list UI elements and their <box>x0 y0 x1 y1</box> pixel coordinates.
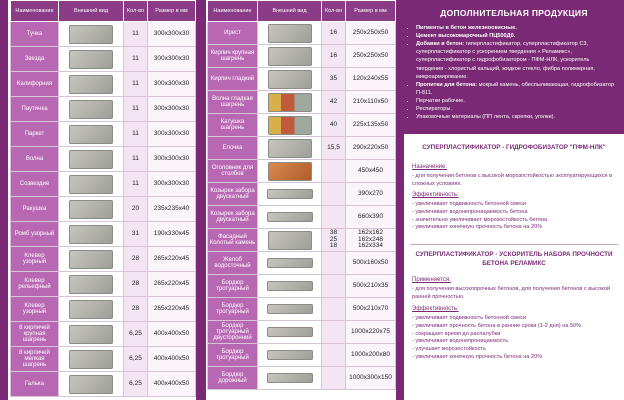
product-qty: 11 <box>124 47 148 72</box>
tile-image <box>69 275 113 294</box>
product-name: Паркет <box>11 122 59 147</box>
pfm-purpose-label: Назначение: <box>412 164 448 170</box>
extra-products-list <box>404 24 624 121</box>
product-picture <box>258 298 322 321</box>
pfm-title: СУПЕРПЛАСТИФИКАТОР - ГИДРОФОБИЗАТОР "ПФМ-НЛК" <box>422 144 606 151</box>
section-divider <box>410 244 618 245</box>
header-view: Внешний вид <box>59 1 124 22</box>
extra-product-item <box>416 81 618 97</box>
extra-product-item <box>416 32 618 40</box>
product-row <box>208 252 396 275</box>
tile-image <box>69 225 113 244</box>
product-picture <box>258 22 322 45</box>
product-name: Паутинка <box>11 97 59 122</box>
item-text: Упаковочные материалы (ПП лента, скрепки, уголки). <box>416 114 556 121</box>
tile-image <box>69 25 113 44</box>
info-line: - увеличивает водонепроницаемость бетона <box>412 208 528 215</box>
product-qty: 11 <box>124 122 148 147</box>
product-row <box>208 206 396 229</box>
tile-image <box>267 212 313 222</box>
product-row <box>208 137 396 160</box>
product-name: Волна гладкая шагрень <box>208 91 258 114</box>
product-row <box>208 298 396 321</box>
product-picture <box>258 321 322 344</box>
product-size: 162x162 162x248 162x334 <box>346 229 396 252</box>
product-size: 300x300x30 <box>148 122 196 147</box>
product-qty: 31 <box>124 222 148 247</box>
product-qty: 15,5 <box>322 137 346 160</box>
header-qty: Кол-во <box>322 1 346 22</box>
item-text: Респираторы. <box>416 106 452 113</box>
product-size: 120x240x55 <box>346 68 396 91</box>
product-qty <box>322 367 346 390</box>
product-name: Кирпич крупная шагрень <box>208 45 258 68</box>
product-size: 300x300x30 <box>148 172 196 197</box>
relamix-apply-text <box>412 286 618 302</box>
info-line: - увеличивает подвижность бетонной смеси <box>412 201 527 207</box>
product-qty: 28 <box>124 297 148 322</box>
product-row <box>11 22 196 47</box>
product-row <box>11 72 196 97</box>
extra-product-item <box>416 105 618 113</box>
relamix-effect-label: Эффективность: <box>412 306 459 312</box>
product-qty: 11 <box>124 97 148 122</box>
product-row <box>11 122 196 147</box>
product-row <box>11 372 196 397</box>
tile-image <box>69 150 113 169</box>
product-qty: 40 <box>322 114 346 137</box>
tile-image <box>267 373 313 383</box>
product-qty <box>322 183 346 206</box>
product-size: 265x220x45 <box>148 247 196 272</box>
product-size: 190x330x45 <box>148 222 196 247</box>
info-line: - увеличивает водонепроницаемость <box>412 338 509 345</box>
product-size: 400x400x50 <box>148 347 196 372</box>
product-name: Козырек забора двускатный <box>208 183 258 206</box>
product-picture <box>59 97 124 122</box>
extra-products-box <box>404 0 624 134</box>
tile-image <box>267 281 313 291</box>
product-qty: 42 <box>322 91 346 114</box>
product-name: Тучка <box>11 22 59 47</box>
product-name: Звезда <box>11 47 59 72</box>
product-name: Козырек забора двускатный <box>208 206 258 229</box>
product-row <box>11 247 196 272</box>
product-picture <box>59 197 124 222</box>
product-row <box>11 322 196 347</box>
item-bold: Пропитки для бетона: <box>416 81 478 88</box>
product-row <box>208 160 396 183</box>
product-row <box>11 147 196 172</box>
product-name: Ирест <box>208 22 258 45</box>
product-qty: 11 <box>124 172 148 197</box>
product-size: 300x300x30 <box>148 47 196 72</box>
product-qty: 16 <box>322 22 346 45</box>
relamix-title: СУПЕРПЛАСТИФИКАТОР - УСКОРИТЕЛЬ НАБОРА ПРОЧНОСТИ БЕТОНА РЕЛАМИКС <box>415 251 613 267</box>
product-picture <box>258 367 322 390</box>
product-row <box>11 297 196 322</box>
tile-image <box>267 350 313 360</box>
info-line: - улучшает морозостойкость <box>412 346 486 353</box>
relamix-effect-list <box>412 315 618 362</box>
product-size: 265x220x45 <box>148 297 196 322</box>
product-qty <box>322 298 346 321</box>
product-size: 450x450 <box>346 160 396 183</box>
info-line: - сокращает время до распалубки <box>412 330 501 337</box>
product-picture <box>258 252 322 275</box>
right-product-table <box>207 0 396 390</box>
product-row <box>208 275 396 298</box>
tile-image <box>69 375 113 394</box>
product-size: 300x300x30 <box>148 97 196 122</box>
tile-image <box>268 162 312 181</box>
product-qty <box>322 206 346 229</box>
product-qty <box>322 275 346 298</box>
tile-image <box>267 189 313 199</box>
left-border <box>0 0 8 400</box>
product-picture <box>59 222 124 247</box>
info-line: - для получения бетонов с высокой морозостойкостью эксплуатирующихся в сложных условиях. <box>412 173 613 187</box>
product-picture <box>258 160 322 183</box>
product-row <box>11 347 196 372</box>
header-name: Наименование <box>208 1 258 22</box>
product-picture <box>258 206 322 229</box>
product-name: Ракушка <box>11 197 59 222</box>
product-picture <box>258 45 322 68</box>
product-row <box>208 183 396 206</box>
product-name: Бордюр дорожный <box>208 367 258 390</box>
product-qty: 11 <box>124 22 148 47</box>
tile-image <box>69 350 113 369</box>
product-qty: 11 <box>124 147 148 172</box>
tile-image <box>69 200 113 219</box>
tile-image <box>69 250 113 269</box>
product-picture <box>59 47 124 72</box>
info-line: - увеличивает подвижность бетонной смеси <box>412 315 527 321</box>
header-view: Внешний вид <box>258 1 322 22</box>
tile-image <box>69 175 113 194</box>
product-size: 390x270 <box>346 183 396 206</box>
header-qty: Кол-во <box>124 1 148 22</box>
product-row <box>208 344 396 367</box>
tile-image <box>267 327 313 337</box>
left-product-table <box>10 0 196 397</box>
product-qty: 38 25 18 <box>322 229 346 252</box>
product-name: Бордюр тротуарный <box>208 298 258 321</box>
tile-image <box>69 325 113 344</box>
product-qty: 28 <box>124 272 148 297</box>
item-bold: Цемент высокомарочный ПЦ500Д0. <box>416 33 516 40</box>
product-name: Ромб узорный <box>11 222 59 247</box>
product-row <box>208 114 396 137</box>
tile-image <box>69 125 113 144</box>
tile-image <box>69 100 113 119</box>
product-picture <box>258 68 322 91</box>
tile-image <box>267 258 313 268</box>
product-picture <box>59 347 124 372</box>
product-qty: 28 <box>124 247 148 272</box>
tile-image <box>268 231 312 250</box>
item-bold: Пигменты в бетон железноокисные. <box>416 25 517 31</box>
product-size: 300x300x30 <box>148 147 196 172</box>
product-size: 500x210x70 <box>346 298 396 321</box>
product-size: 210x110x50 <box>346 91 396 114</box>
product-picture <box>258 229 322 252</box>
product-name: Фасадный Колотый камень <box>208 229 258 252</box>
product-row <box>11 272 196 297</box>
product-picture <box>59 272 124 297</box>
product-size: 250x250x50 <box>346 22 396 45</box>
product-size: 225x135x50 <box>346 114 396 137</box>
tile-image <box>69 300 113 319</box>
product-name: Елочка <box>208 137 258 160</box>
product-picture <box>258 344 322 367</box>
product-qty: 6,25 <box>124 372 148 397</box>
product-row <box>11 97 196 122</box>
product-size: 290x220x50 <box>346 137 396 160</box>
product-size: 1000x200x80 <box>346 344 396 367</box>
product-size: 400x400x50 <box>148 372 196 397</box>
product-picture <box>59 247 124 272</box>
header-name: Наименование <box>11 1 59 22</box>
product-size: 660x390 <box>346 206 396 229</box>
product-picture <box>258 275 322 298</box>
product-name: Бордюр тротуарный <box>208 275 258 298</box>
pfm-purpose-text <box>412 173 618 189</box>
product-qty: 6,25 <box>124 347 148 372</box>
tile-image <box>268 24 312 43</box>
product-qty <box>322 160 346 183</box>
product-picture <box>59 147 124 172</box>
product-picture <box>59 172 124 197</box>
product-qty: 11 <box>124 72 148 97</box>
product-row <box>11 47 196 72</box>
product-qty: 6,25 <box>124 322 148 347</box>
extra-product-item <box>416 113 618 121</box>
product-qty: 16 <box>322 45 346 68</box>
product-size: 300x300x30 <box>148 22 196 47</box>
tile-image <box>268 70 312 89</box>
product-name: Клевер рельефный <box>11 272 59 297</box>
product-name: Клевер узорный <box>11 297 59 322</box>
product-size: 500x210x35 <box>346 275 396 298</box>
product-picture <box>258 91 322 114</box>
product-picture <box>258 137 322 160</box>
tile-image <box>69 50 113 69</box>
product-picture <box>59 72 124 97</box>
tile-image <box>268 139 312 158</box>
item-text: Перчатки рабочие. <box>416 97 465 104</box>
tile-image <box>268 47 312 66</box>
info-line: - увеличивает конечную прочность бетона на 20% <box>412 354 543 361</box>
tile-image <box>69 75 113 94</box>
info-panel <box>404 0 624 400</box>
product-row <box>208 367 396 390</box>
extra-product-item <box>416 24 618 32</box>
extra-products-title: ДОПОЛНИТЕЛЬНАЯ ПРОДУКЦИЯ <box>440 8 588 18</box>
right-header-row <box>208 1 396 22</box>
product-name: Желоб водосточный <box>208 252 258 275</box>
item-text: гиперпластификатор, суперпластификатор С3, суперпластификатор с ускорением твердения « Реламикс», суперпластификатор с гидрофобизатором - ПФМ-НЛК, ускоритель твердения - хлористый кальций, жидкое стекло, фибра полимерная, микроармирование. <box>416 41 595 80</box>
product-size: 235x235x40 <box>148 197 196 222</box>
product-name: Волна <box>11 147 59 172</box>
tile-image <box>268 93 312 112</box>
product-qty: 20 <box>124 197 148 222</box>
product-size: 250x250x50 <box>346 45 396 68</box>
product-qty <box>322 321 346 344</box>
product-name: Бордюр тротуарный <box>208 344 258 367</box>
product-row <box>208 68 396 91</box>
item-text: мокрый камень, обеспыливающая, гидрофобизатор П-811. <box>416 81 615 96</box>
product-picture <box>59 297 124 322</box>
product-name: 8 кирпичей крупная шагрень <box>11 322 59 347</box>
product-qty: 35 <box>322 68 346 91</box>
product-name: Клевер узорный <box>11 247 59 272</box>
product-size: 300x300x30 <box>148 72 196 97</box>
product-name: Кирпич гладкий <box>208 68 258 91</box>
relamix-apply-label: Применяется: <box>412 277 451 283</box>
product-name: Катушка шагрень <box>208 114 258 137</box>
header-size: Размер в мм <box>148 1 196 22</box>
product-qty <box>322 252 346 275</box>
product-row <box>208 321 396 344</box>
product-picture <box>59 122 124 147</box>
extra-product-item <box>416 97 618 105</box>
product-name: Галька <box>11 372 59 397</box>
pfm-effect-label: Эффективность: <box>412 192 459 198</box>
product-picture <box>258 114 322 137</box>
product-name: Оголовник для столбов <box>208 160 258 183</box>
tile-image <box>267 304 313 314</box>
product-name: Созвездие <box>11 172 59 197</box>
product-picture <box>59 22 124 47</box>
product-row <box>11 197 196 222</box>
product-row <box>11 222 196 247</box>
product-qty <box>322 344 346 367</box>
tile-image <box>268 116 312 135</box>
product-picture <box>59 372 124 397</box>
product-size: 1000x300x150 <box>346 367 396 390</box>
product-row <box>208 229 396 252</box>
product-name: Калифорния <box>11 72 59 97</box>
left-header-row <box>11 1 196 22</box>
product-picture <box>258 183 322 206</box>
product-size: 265x220x45 <box>148 272 196 297</box>
product-size: 400x400x50 <box>148 322 196 347</box>
item-bold: Добавки в бетон: <box>416 41 465 48</box>
product-row <box>208 45 396 68</box>
header-size: Размер в мм <box>346 1 396 22</box>
middle-band <box>196 0 206 400</box>
product-row <box>11 172 196 197</box>
product-name: Бордюр тротуарный двусторонний <box>208 321 258 344</box>
product-name: 8 кирпичей мелкая шагрень <box>11 347 59 372</box>
info-line: - увеличивает конечную прочность бетона на 20% <box>412 224 543 231</box>
info-line: - для получения высокопрочных бетонов, для получения бетонов с высокой ранней прочностью. <box>412 286 610 300</box>
info-line: - увеличивает прочность бетона в ранние сроки (1-2 дня) на 50% <box>412 322 582 329</box>
product-size: 500x160x50 <box>346 252 396 275</box>
product-size: 1000x220x75 <box>346 321 396 344</box>
extra-product-item <box>416 40 618 81</box>
product-row <box>208 91 396 114</box>
product-row <box>208 22 396 45</box>
pfm-effect-list <box>412 201 618 232</box>
right-border <box>396 0 404 400</box>
info-line: - значительно увеличивает морозостойкость бетона <box>412 216 548 223</box>
product-picture <box>59 322 124 347</box>
